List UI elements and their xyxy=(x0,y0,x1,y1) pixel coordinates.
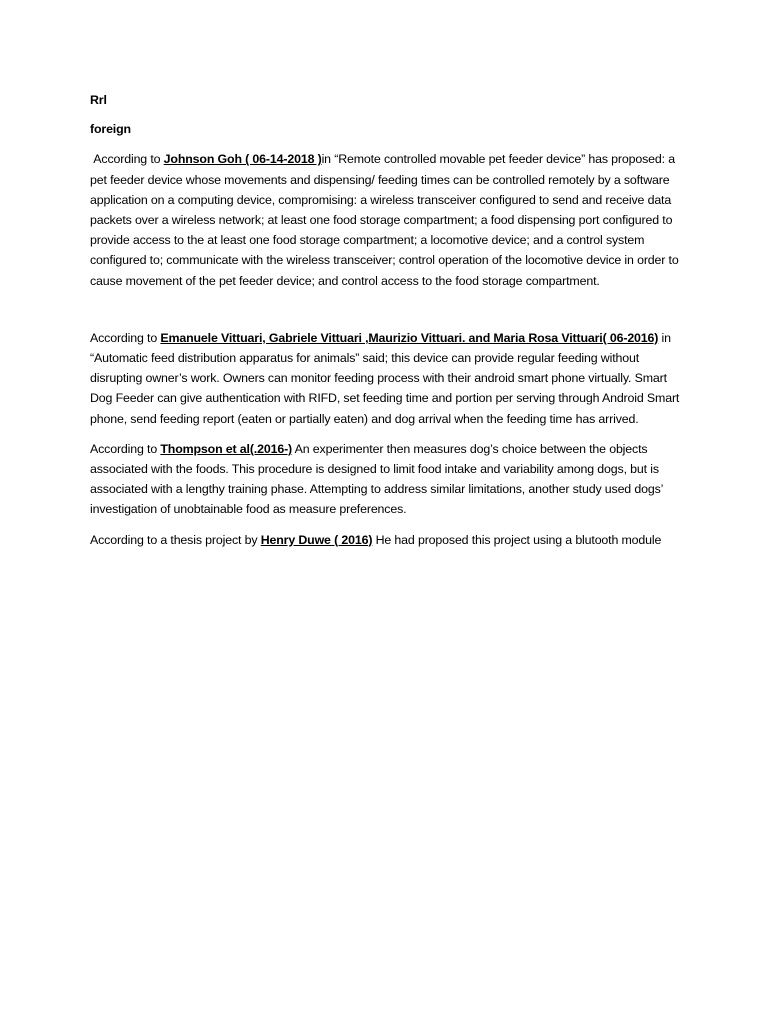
paragraph-lead: According to xyxy=(93,152,164,167)
paragraph-lead: According to a thesis project by xyxy=(90,532,261,547)
paragraph-text: An experimenter then measures dog’s choice between the objects associated with the foods. This procedure is designed to limit food intake and variability among dogs, but is associated with a lengthy training phase. Attempting to address similar limitations, another study used dogs’ investigation of unobtainable food as measure preferences. xyxy=(90,441,663,517)
paragraph-vittuari xyxy=(90,328,680,429)
heading-foreign: foreign xyxy=(90,122,131,137)
paragraph-goh xyxy=(90,149,680,290)
paragraph-text: He had proposed this project using a blutooth module xyxy=(372,532,662,547)
paragraph-duwe xyxy=(90,530,680,550)
paragraph-lead: According to xyxy=(90,330,161,345)
citation-goh: Johnson Goh ( 06-14-2018 ) xyxy=(163,152,322,167)
heading-rrl: Rrl xyxy=(90,93,107,107)
paragraph-thompson xyxy=(90,439,680,520)
paragraph-lead: According to xyxy=(90,441,161,456)
citation-duwe: Henry Duwe ( 2016) xyxy=(260,532,373,547)
paragraph-text: in “Automatic feed distribution apparatus for animals” said; this device can provide regular feeding without disrupting owner’s work. Owners can monitor feeding process with their android smart phone virtually. Smart Dog Feeder can give authentication with RIFD, set feeding time and portion per serving through Android Smart phone, send feeding report (eaten or partially eaten) and dog arrival when the feeding time has arrived. xyxy=(90,330,680,426)
citation-thompson: Thompson et al(.2016-) xyxy=(160,441,293,456)
document-body xyxy=(90,90,680,550)
paragraph-text: in “Remote controlled movable pet feeder device” has proposed: a pet feeder device whose movements and dispensing/ feeding times can be controlled remotely by a software application on a computing device, compromising: a wireless transceiver configured to send and receive data packets over a wireless network; at least one food storage compartment; a food dispensing port configured to provide access to the at least one food storage compartment; a locomotive device; and a control system configured to; communicate with the wireless transceiver; control operation of the locomotive device in order to cause movement of the pet feeder device; and control access to the food storage compartment. xyxy=(90,152,679,288)
citation-vittuari: Emanuele Vittuari, Gabriele Vittuari ,Maurizio Vittuari. and Maria Rosa Vittuari( 06-2016) xyxy=(160,330,659,345)
